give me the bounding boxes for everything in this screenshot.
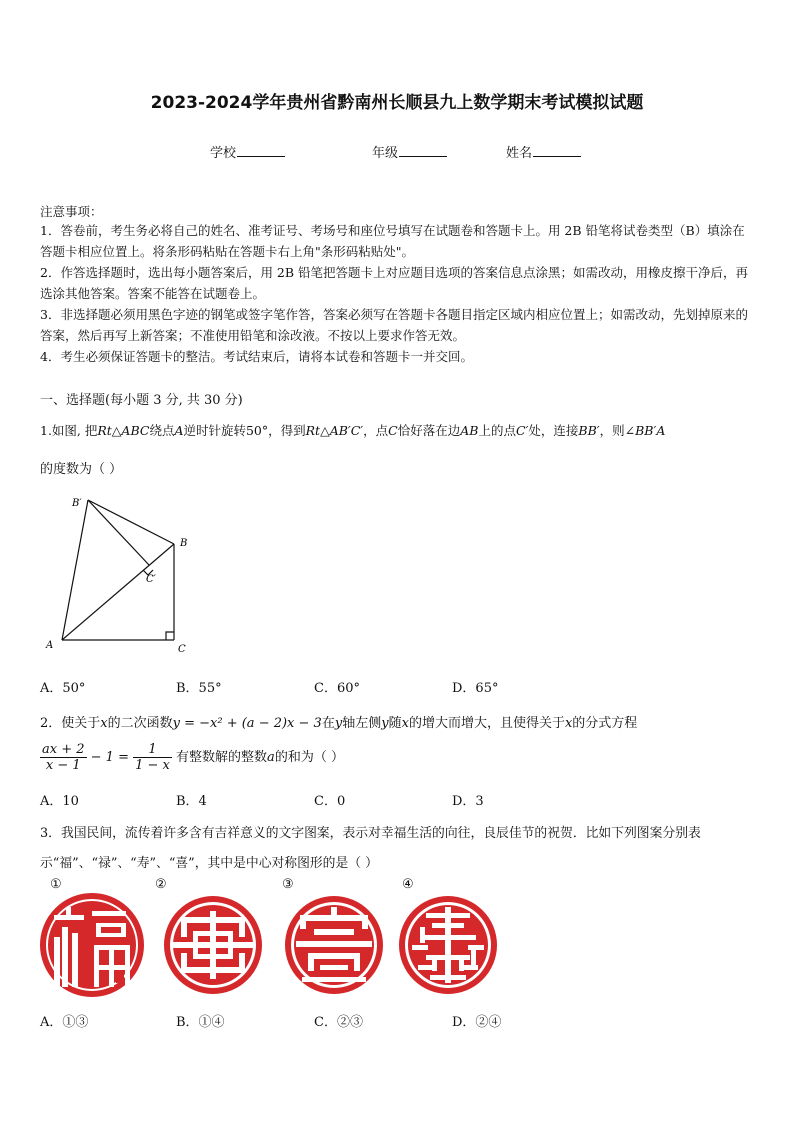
- q3-option-c[interactable]: C．②③: [314, 1015, 363, 1030]
- q2-math: x: [100, 716, 108, 731]
- q1-math: Rt△AB′C′: [305, 423, 364, 438]
- q3-text-line2: 示“福”、“禄”、“寿”、“喜”，其中是中心对称图形的是（ ）: [40, 856, 378, 871]
- grade-label: 年级: [372, 146, 399, 161]
- q2-equation-middle: − 1 =: [90, 750, 129, 765]
- q3-option-a[interactable]: A．①③: [40, 1015, 89, 1030]
- q3-option-d[interactable]: D．②④: [452, 1015, 502, 1030]
- name-field: [506, 142, 581, 161]
- section-heading: 一、选择题(每小题 3 分, 共 30 分): [40, 393, 243, 408]
- q1-math: C′: [516, 423, 529, 438]
- label-C: C: [178, 644, 186, 655]
- school-field: [210, 142, 285, 161]
- q1-math: C: [388, 423, 398, 438]
- q3-text-line1: 3．我国民间，流传着许多含有吉祥意义的文字图案，表示对幸福生活的向往，良辰佳节的祝贺．比如下列图案分别表: [40, 826, 701, 841]
- note-item-4: 4．考生必须保证答题卡的整洁。考试结束后，请将本试卷和答题卡一并交回。: [40, 349, 473, 364]
- q1-text-line1: [40, 421, 665, 439]
- q2-option-a[interactable]: A．10: [40, 794, 79, 809]
- name-label: 姓名: [506, 146, 533, 161]
- q2-text: 有整数解的整数: [176, 750, 268, 765]
- q1-option-d[interactable]: D．65°: [452, 681, 499, 696]
- q2-fraction-right: [133, 742, 172, 773]
- q2-text: 的二次函数: [107, 716, 173, 731]
- q2-text: 在: [321, 716, 335, 731]
- q1-math: Rt△ABC: [97, 423, 150, 438]
- q2-function: y = −x² + (a − 2)x − 3: [172, 716, 322, 731]
- label-C-prime: C′: [146, 574, 156, 585]
- marker-4: ④: [402, 877, 414, 892]
- note-item-3: 3．非选择题必须用黑色字迹的钢笔或签字笔作答，答案必须写在答题卡各题目指定区域内相应位置上；如需改动，先划掉原来的答案，然后再写上新答案；不准使用铅笔和涂改液。不按以上要求作答无效。: [40, 307, 748, 343]
- q1-text: ，则∠: [599, 423, 636, 438]
- grade-field: [372, 142, 447, 161]
- q2-math: y: [334, 716, 343, 731]
- q2-option-b[interactable]: B．4: [176, 794, 207, 809]
- notes-heading: 注意事项：: [40, 204, 103, 219]
- q2-text: 的和为（ ）: [274, 750, 344, 765]
- fraction-numerator: ax + 2: [42, 742, 85, 757]
- q1-text: ，点: [363, 423, 389, 438]
- q1-text: 逆时针旋转50°，得到: [183, 423, 306, 438]
- q2-math: x: [564, 716, 573, 731]
- q3-option-b[interactable]: B．①④: [176, 1015, 225, 1030]
- grade-blank: [399, 144, 447, 157]
- q1-text: 处，连接: [528, 423, 579, 438]
- q1-option-c[interactable]: C．60°: [314, 681, 360, 696]
- lu-emblem-icon: [161, 893, 265, 997]
- q2-equation-line: [40, 742, 344, 773]
- q2-text: 的增大而增大，且使得关于: [408, 716, 565, 731]
- fraction-numerator: 1: [133, 742, 172, 758]
- q2-math: a: [267, 750, 275, 765]
- q2-option-c[interactable]: C．0: [314, 794, 346, 809]
- marker-2: ②: [155, 877, 167, 892]
- right-angle-mark-C: [166, 632, 174, 640]
- label-B-prime: B′: [72, 498, 82, 509]
- q1-math: A: [174, 423, 184, 438]
- q1-text: 上的点: [478, 423, 516, 438]
- label-A: A: [46, 640, 54, 651]
- q1-text: 绕点: [149, 423, 175, 438]
- q1-triangle-figure: [36, 492, 206, 658]
- marker-3: ③: [282, 877, 294, 892]
- fraction-denominator: 1 − x: [135, 758, 170, 773]
- segment-AB-prime: [62, 500, 88, 640]
- page-title: 2023-2024学年贵州省黔南州长顺县九上数学期末考试模拟试题: [150, 93, 644, 113]
- fraction-denominator: x − 1: [45, 758, 81, 773]
- q1-option-b[interactable]: B．55°: [176, 681, 222, 696]
- q1-text: 1.如图, 把: [40, 423, 98, 438]
- q1-math: BB′: [578, 423, 600, 438]
- q2-option-d[interactable]: D．3: [452, 794, 484, 809]
- q2-math: x: [401, 716, 409, 731]
- q2-text: 2．使关于: [40, 716, 101, 731]
- q2-fraction-left: [40, 742, 87, 773]
- q1-text: 恰好落在边: [397, 423, 461, 438]
- note-item-2: 2．作答选择题时，选出每小题答案后，用 2B 铅笔把答题卡上对应题目选项的答案信息点涂黑；如需改动，用橡皮擦干净后，再选涂其他答案。答案不能答在试题卷上。: [40, 265, 749, 301]
- q2-text: 随: [388, 716, 402, 731]
- fu-emblem-icon: [40, 893, 144, 997]
- xi-emblem-icon: [396, 893, 500, 997]
- q2-text-line1: [40, 712, 637, 731]
- q1-math: BB′A: [635, 423, 666, 438]
- q2-text: 的分式方程: [572, 716, 638, 731]
- segment-B-prime-C-prime: [88, 500, 149, 565]
- q2-math: y: [381, 716, 389, 731]
- q1-option-a[interactable]: A．50°: [40, 681, 86, 696]
- school-blank: [237, 144, 285, 157]
- name-blank: [533, 144, 581, 157]
- segment-BB-prime: [88, 500, 174, 544]
- q1-math: AB: [460, 423, 479, 438]
- q2-text: 轴左侧: [342, 716, 382, 731]
- label-B: B: [180, 538, 188, 549]
- segment-AB: [62, 544, 174, 640]
- school-label: 学校: [210, 146, 237, 161]
- q1-text-line2: 的度数为（ ）: [40, 462, 123, 477]
- note-item-1: 1．答卷前，考生务必将自己的姓名、准考证号、考场号和座位号填写在试题卷和答题卡上。用 2B 铅笔将试卷类型（B）填涂在答题卡相应位置上。将条形码粘贴在答题卡右上角"条形码粘贴处"。: [40, 223, 745, 259]
- shou-emblem-icon: [282, 893, 386, 997]
- marker-1: ①: [50, 877, 62, 892]
